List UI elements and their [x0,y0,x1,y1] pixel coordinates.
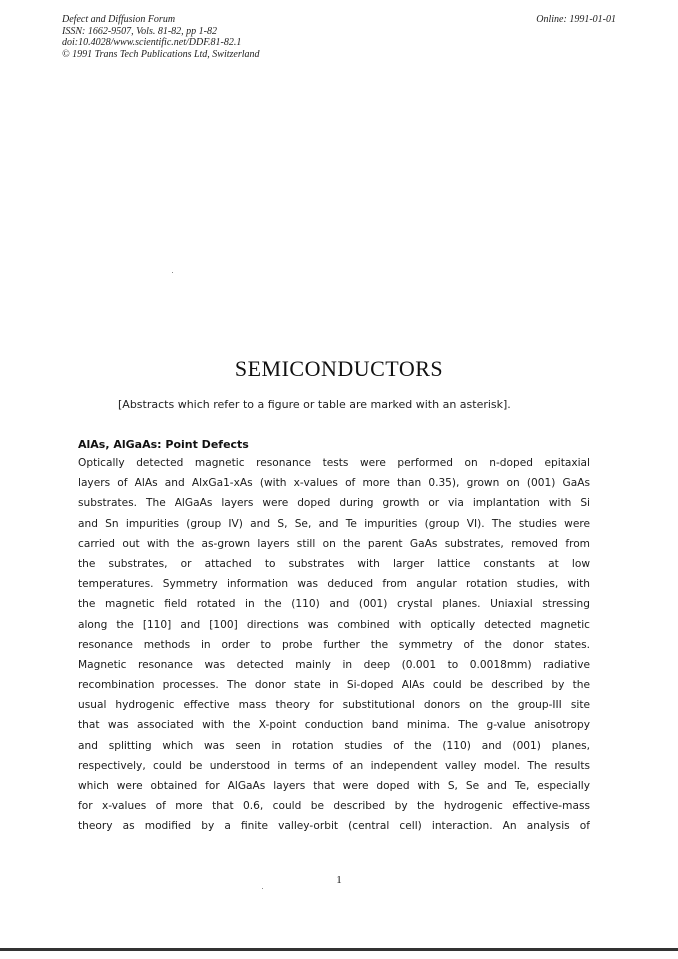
abstract-line: resonance methods in order to probe further the symmetry of the donor states. [78,638,590,651]
abstract-line: carried out with the as-grown layers still on the parent GaAs substrates, removed from [78,537,590,550]
abstract-line: and Sn impurities (group IV) and S, Se, and Te impurities (group VI). The studies were [78,517,590,530]
abstract-line: substrates. The AlGaAs layers were doped during growth or via implantation with Si [78,497,590,510]
section-title: SEMICONDUCTORS [234,356,444,381]
abstract-line: that was associated with the X-point conduction band minima. The g-value anisotropy [78,719,590,732]
abstract-line: respectively, could be understood in terms of an independent valley model. The results [78,759,590,772]
journal-name: Defect and Diffusion Forum [62,14,176,25]
abstract-line: which were obtained for AlGaAs layers that were doped with S, Se and Te, especially [78,780,590,792]
abstract-body [78,453,590,837]
entry-title: AlAs, AlGaAs: Point Defects [78,438,249,451]
speck [262,888,263,889]
speck [172,272,173,273]
abstract-line: theory as modified by a finite valley-orbit (central cell) interaction. An analysis of [78,820,590,833]
issn-line: ISSN: 1662-9507, Vols. 81-82, pp 1-82 [62,25,217,37]
journal-header [62,14,260,60]
abstract-line: recombination processes. The donor state in Si-doped AlAs could be described by the [78,679,590,692]
abstract-line: for x-values of more that 0.6, could be described by the hydrogenic effective-mass [78,800,590,813]
abstract-line: Magnetic resonance was detected mainly in deep (0.001 to 0.0018mm) radiative [78,658,590,671]
abstract-line: Optically detected magnetic resonance tests were performed on n-doped epitaxial [78,457,590,469]
footer-rule [0,948,678,951]
page-number: 1 [336,874,342,886]
abstract-line: and splitting which was seen in rotation studies of the (110) and (001) planes, [78,739,590,752]
asterisk-note: [Abstracts which refer to a figure or table are marked with an asterisk]. [118,398,511,411]
abstract-line: the substrates, or attached to substrates with larger lattice constants at low [78,557,590,570]
abstract-line: usual hydrogenic effective mass theory for substitutional donors on the group-III site [78,699,590,712]
abstract-line: the magnetic field rotated in the (110) and (001) crystal planes. Uniaxial stressing [78,598,590,611]
copyright-line: © 1991 Trans Tech Publications Ltd, Switzerland [62,48,260,60]
abstract-line: temperatures. Symmetry information was deduced from angular rotation studies, with [78,578,590,591]
doi-line: doi:10.4028/www.scientific.net/DDF.81-82.1 [62,37,242,48]
abstract-line: along the [110] and [100] directions was combined with optically detected magnetic [78,618,590,631]
online-date: Online: 1991-01-01 [536,14,616,25]
abstract-line: layers of AlAs and AlxGa1-xAs (with x-values of more than 0.35), grown on (001) GaAs [78,477,590,490]
